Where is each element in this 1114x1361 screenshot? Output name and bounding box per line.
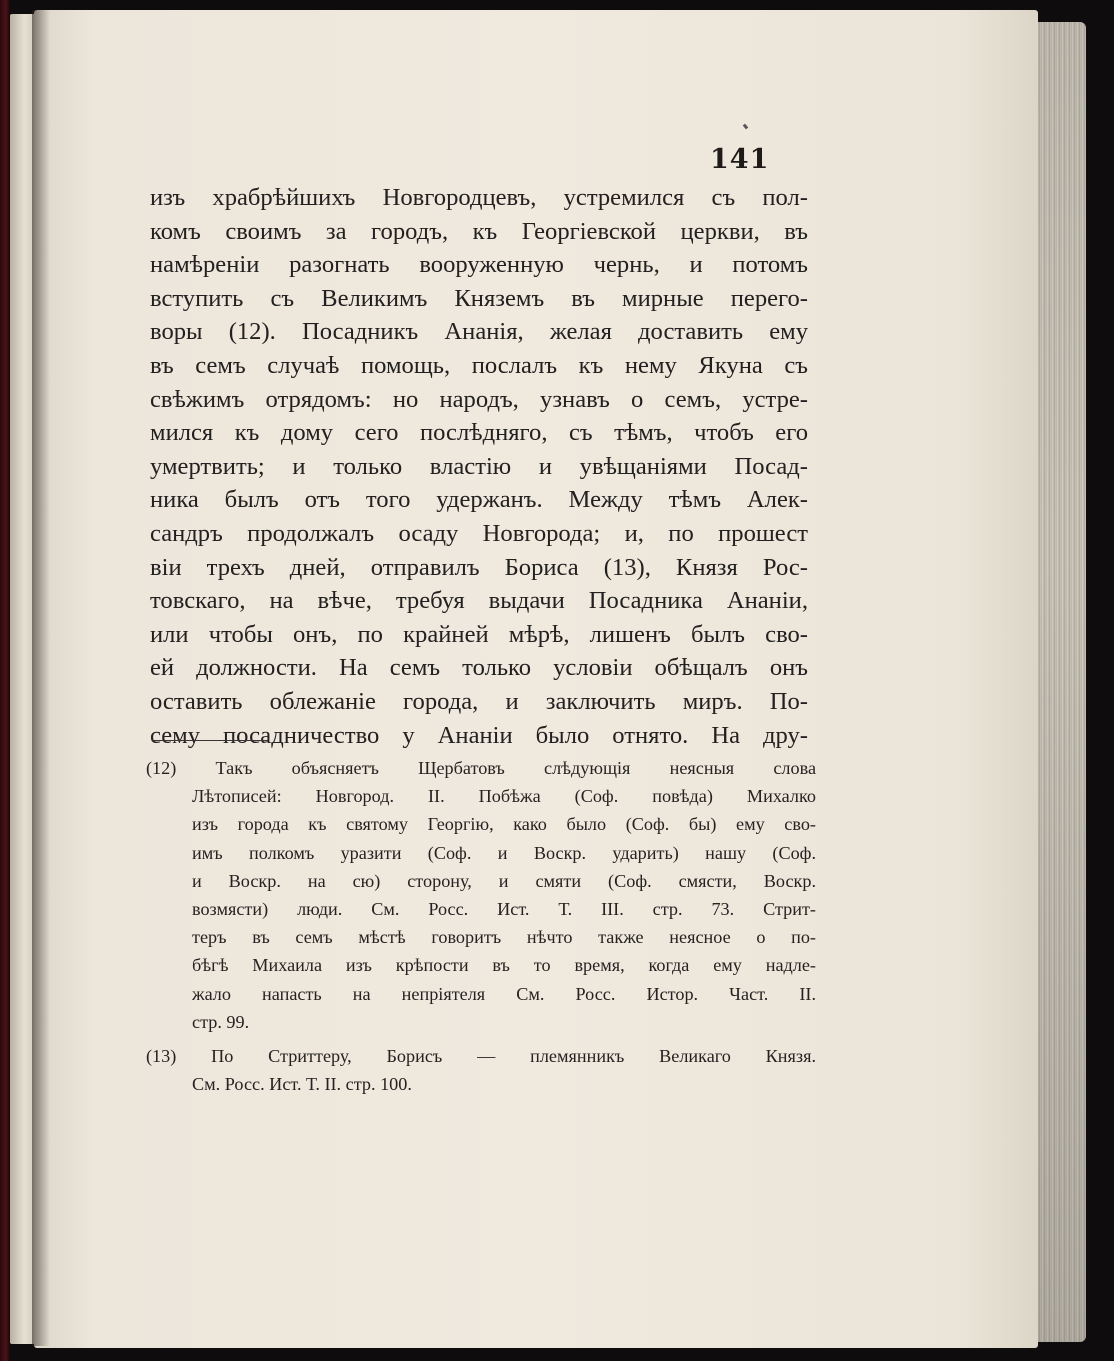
- footnote-label: (12): [146, 758, 177, 778]
- body-line: сему посадничество у Ананіи было отнято. На дру-: [150, 721, 808, 749]
- footnote-line: теръ въ семъ мѣстѣ говоритъ нѣчто также неясное о по-: [192, 927, 816, 948]
- book-binding: [0, 0, 10, 1361]
- gutter-shadow: [32, 10, 50, 1346]
- body-line: сандръ продолжалъ осаду Новгорода; и, по прошест: [150, 519, 808, 547]
- footnote-line: и Воскр. на сю) сторону, и смяти (Соф. смясти, Воскр.: [192, 870, 816, 891]
- footnote-text: По Стриттеру, Борисъ — племянникъ Великаго Князя.: [211, 1045, 817, 1066]
- body-line: свѣжимъ отрядомъ: но народъ, узнавъ о семъ, устре-: [150, 385, 808, 413]
- body-line: умертвить; и только властію и увѣщаніями Посад-: [150, 452, 808, 480]
- body-line: вступить съ Великимъ Княземъ въ мирные перего-: [150, 284, 808, 312]
- body-line: воры (12). Посадникъ Ананія, желая доставить ему: [150, 318, 808, 346]
- footnote-line: [146, 754, 816, 782]
- footnotes: [146, 754, 816, 1098]
- footnote-12: [146, 754, 816, 1036]
- body-line: мился къ дому сего послѣдняго, съ тѣмъ, чтобъ его: [150, 419, 808, 447]
- footnote-line: См. Росс. Ист. Т. II. стр. 100.: [192, 1074, 412, 1095]
- footnote-line: жало напасть на непріятеля См. Росс. Истор. Част. II.: [192, 983, 816, 1004]
- body-line: ей должности. На семъ только условіи обѣщалъ онъ: [150, 654, 808, 682]
- body-line: или чтобы онъ, по крайней мѣрѣ, лишенъ былъ сво-: [150, 620, 808, 648]
- footnote-text: Такъ объясняетъ Щербатовъ слѣдующія неясныя слова: [215, 758, 817, 778]
- body-line: товскаго, на вѣче, требуя выдачи Посадника Ананіи,: [150, 587, 808, 615]
- body-line: комъ своимъ за городъ, къ Георгіевской церкви, въ: [150, 217, 808, 245]
- body-line: ника былъ отъ того удержанъ. Между тѣмъ Алек-: [150, 486, 808, 514]
- footnote-line: стр. 99.: [192, 1011, 250, 1032]
- page-number: 141: [710, 144, 770, 175]
- footnote-line: имъ полкомъ уразити (Соф. и Воскр. ударить) нашу (Соф.: [192, 842, 816, 863]
- footnote-line: Лѣтописей: Новгород. II. Побѣжа (Соф. повѣда) Михалко: [192, 786, 816, 807]
- body-line: віи трехъ дней, отправилъ Бориса (13), Князя Рос-: [150, 553, 808, 581]
- footnote-separator: [152, 740, 268, 741]
- footnote-line: бѣгѣ Михаила изъ крѣпости въ то время, когда ему надле-: [192, 955, 816, 976]
- body-line: изъ храбрѣйшихъ Новгородцевъ, устремился съ пол-: [150, 184, 808, 211]
- ink-speck: [743, 124, 749, 130]
- footnote-line: возмясти) люди. См. Росс. Ист. Т. III. стр. 73. Стрит-: [192, 898, 816, 919]
- body-text: [150, 181, 808, 752]
- body-line: оставить облежаніе города, и заключить миръ. По-: [150, 687, 808, 715]
- footnote-line: [146, 1042, 816, 1070]
- body-line: намѣреніи разогнать вооруженную чернь, и потомъ: [150, 251, 808, 279]
- footnote-line: изъ города къ святому Георгію, како было (Соф. бы) ему сво-: [192, 814, 816, 835]
- footnote-13: [146, 1042, 816, 1098]
- page: [34, 10, 1038, 1348]
- body-line: въ семъ случаѣ помощь, послалъ къ нему Якуна съ: [150, 351, 808, 379]
- page-stack-shade: [1036, 22, 1086, 1342]
- footnote-label: (13): [146, 1045, 177, 1066]
